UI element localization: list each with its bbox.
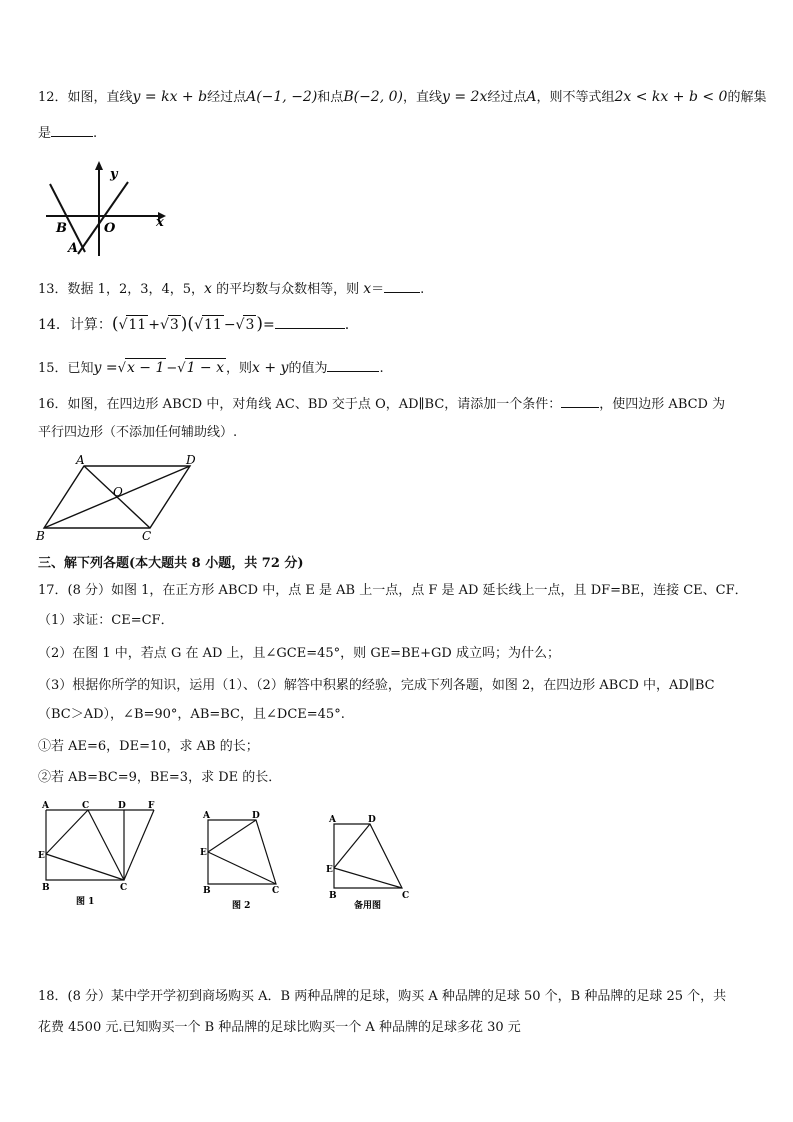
q17-line7 bbox=[38, 769, 281, 787]
sqrt-11: 11 bbox=[203, 317, 222, 333]
q12-line2 bbox=[38, 124, 97, 143]
minus-sign: − bbox=[223, 317, 236, 333]
minus-sign: − bbox=[166, 361, 178, 376]
q16-line2 bbox=[38, 424, 237, 442]
q17-text: ①若 AE=6，DE=10，求 AB 的长； bbox=[38, 739, 259, 754]
plus-sign: + bbox=[148, 317, 160, 333]
q17-figure-backup bbox=[326, 812, 416, 912]
label-b: B bbox=[329, 891, 337, 901]
q18-text: 花费 4500 元.已知购买一个 B 种品牌的足球比购买一个 A 种品牌的足球多花 30 元 bbox=[38, 1020, 521, 1035]
q18-line2 bbox=[38, 1019, 521, 1037]
q16-parallelogram-figure bbox=[36, 452, 206, 544]
q15-line: 15．已知y =√x − 1 −√1 − x ，则x + y的值为 . bbox=[38, 360, 384, 376]
label-f: F bbox=[148, 801, 155, 811]
q15-text: 的值为 bbox=[288, 361, 328, 376]
vertex-label-b: B bbox=[36, 529, 45, 543]
vertex-label-a: A bbox=[76, 453, 85, 467]
equals-sign: = bbox=[263, 317, 275, 333]
center-label-o: O bbox=[113, 485, 123, 499]
q12-inequality: 2x < kx + b < 0 bbox=[614, 89, 728, 105]
q13-line bbox=[38, 280, 424, 299]
label-c: C bbox=[272, 886, 280, 896]
q17-figure-2 bbox=[200, 808, 290, 911]
answer-blank[interactable] bbox=[275, 316, 345, 329]
q12-equation-2: y = 2x bbox=[442, 89, 488, 105]
label-d: D bbox=[118, 801, 126, 811]
q14-text: . bbox=[344, 317, 350, 333]
q17-line6 bbox=[38, 738, 259, 756]
sqrt-1-minus-x: 1 − x bbox=[186, 360, 225, 376]
q13-text: ＝ bbox=[371, 282, 385, 297]
q15-text: 15．已知 bbox=[38, 361, 94, 376]
label-d: D bbox=[368, 815, 376, 825]
q12-text: 12．如图，直线 bbox=[38, 90, 133, 105]
axis-label-x: x bbox=[156, 215, 164, 230]
q17-line4 bbox=[38, 677, 715, 695]
q12-text: 是 bbox=[38, 126, 52, 141]
point-label-b: B bbox=[56, 221, 67, 236]
q13-var-x: x bbox=[363, 281, 372, 297]
figure-caption: 图 1 bbox=[76, 897, 95, 907]
axis-label-y: y bbox=[110, 167, 118, 182]
q17-text: （3）根据你所学的知识，运用（1）、（2）解答中积累的经验，完成下列各题，如图 2，在四边形 ABCD 中，AD∥BC bbox=[38, 678, 715, 693]
label-a: A bbox=[203, 811, 210, 821]
q12-text: . bbox=[93, 126, 98, 141]
q12-text: 和点 bbox=[317, 90, 344, 105]
sqrt-3: 3 bbox=[169, 317, 179, 333]
q12-text: 经过点 bbox=[487, 90, 527, 105]
q16-text: ，使四边形 ABCD 为 bbox=[599, 397, 726, 412]
q15-x-plus-y: x + y bbox=[252, 360, 289, 376]
label-c: C bbox=[120, 883, 128, 893]
q12-text: ，直线 bbox=[402, 90, 442, 105]
q15-text: . bbox=[379, 361, 384, 376]
q16-text: 平行四边形（不添加任何辅助线）. bbox=[38, 425, 238, 440]
q12-point-b: B(−2, 0) bbox=[343, 89, 403, 105]
q17-figure-1 bbox=[36, 800, 166, 910]
point-label-a: A bbox=[68, 241, 79, 256]
q12-figure bbox=[40, 160, 170, 260]
q12-label-a: A bbox=[526, 89, 537, 105]
origin-label-o: O bbox=[104, 221, 116, 236]
q18-text: 18．(8 分）某中学开学初到商场购买 A．B 两种品牌的足球，购买 A 种品牌的足球 50 个，B 种品牌的足球 25 个，共 bbox=[38, 989, 727, 1004]
answer-blank[interactable] bbox=[561, 395, 599, 408]
q12-text: ，则不等式组 bbox=[536, 90, 615, 105]
answer-blank[interactable] bbox=[51, 124, 93, 137]
q17-text: 17．(8 分）如图 1，在正方形 ABCD 中，点 E 是 AB 上一点，点 F 是 AD 延长线上一点，且 DF=BE，连接 CE、CF． bbox=[38, 583, 748, 598]
q12-line1 bbox=[38, 88, 766, 107]
q13-text: 的平均数与众数相等，则 bbox=[211, 282, 364, 297]
q17-text: （2）在图 1 中，若点 G 在 AD 上，且∠GCE=45°，则 GE=BE+GD 成立吗；为什么； bbox=[38, 646, 560, 661]
q13-text: . bbox=[420, 282, 425, 297]
q16-text: 16．如图，在四边形 ABCD 中，对角线 AC、BD 交于点 O，AD∥BC，请添加一个条件： bbox=[38, 397, 562, 412]
q14-text: 14．计算： bbox=[38, 317, 112, 333]
answer-blank[interactable] bbox=[327, 359, 379, 372]
q12-point-a: A(−1, −2) bbox=[246, 89, 318, 105]
label-a: A bbox=[329, 815, 336, 825]
label-g-c: C bbox=[82, 801, 90, 811]
sqrt-x-minus-1: x − 1 bbox=[126, 360, 165, 376]
answer-blank[interactable] bbox=[384, 280, 420, 293]
q12-text: 的解集 bbox=[727, 90, 767, 105]
q17-text: ②若 AB=BC=9，BE=3，求 DE 的长． bbox=[38, 770, 282, 785]
vertex-label-d: D bbox=[186, 453, 196, 467]
q17-line2 bbox=[38, 612, 174, 630]
q15-eq: y = bbox=[93, 360, 118, 376]
figure-caption: 备用图 bbox=[354, 901, 382, 911]
q14-line: 14．计算：(√11 +√3 )(√11 −√3 )= . bbox=[38, 314, 350, 334]
q17-line3 bbox=[38, 645, 560, 663]
figure-caption: 图 2 bbox=[232, 901, 251, 911]
label-d: D bbox=[252, 811, 260, 821]
q12-text: 经过点 bbox=[207, 90, 247, 105]
q17-line1 bbox=[38, 582, 748, 600]
q18-line1 bbox=[38, 988, 726, 1006]
sqrt-11: 11 bbox=[128, 317, 147, 333]
label-b: B bbox=[203, 886, 211, 896]
section-heading bbox=[38, 555, 304, 573]
label-e: E bbox=[200, 848, 207, 858]
section-heading-text: 三、解下列各题(本大题共 8 小题，共 72 分) bbox=[38, 556, 304, 571]
label-c: C bbox=[402, 891, 410, 901]
q13-text: 13．数据 1，2，3，4，5， bbox=[38, 282, 205, 297]
label-a: A bbox=[42, 801, 49, 811]
q15-text: ，则 bbox=[226, 361, 253, 376]
q12-equation-1: y = kx + b bbox=[132, 89, 208, 105]
q16-line1 bbox=[38, 395, 725, 414]
label-e: E bbox=[326, 865, 333, 875]
vertex-label-c: C bbox=[142, 529, 152, 543]
label-e: E bbox=[38, 851, 45, 861]
q17-text: （BC＞AD），∠B=90°，AB=BC，且∠DCE=45°. bbox=[38, 707, 345, 722]
q13-var-x: x bbox=[204, 281, 212, 297]
q17-line5 bbox=[38, 706, 345, 724]
label-b: B bbox=[42, 883, 50, 893]
q17-text: （1）求证：CE=CF． bbox=[38, 613, 174, 628]
sqrt-3: 3 bbox=[245, 317, 255, 333]
